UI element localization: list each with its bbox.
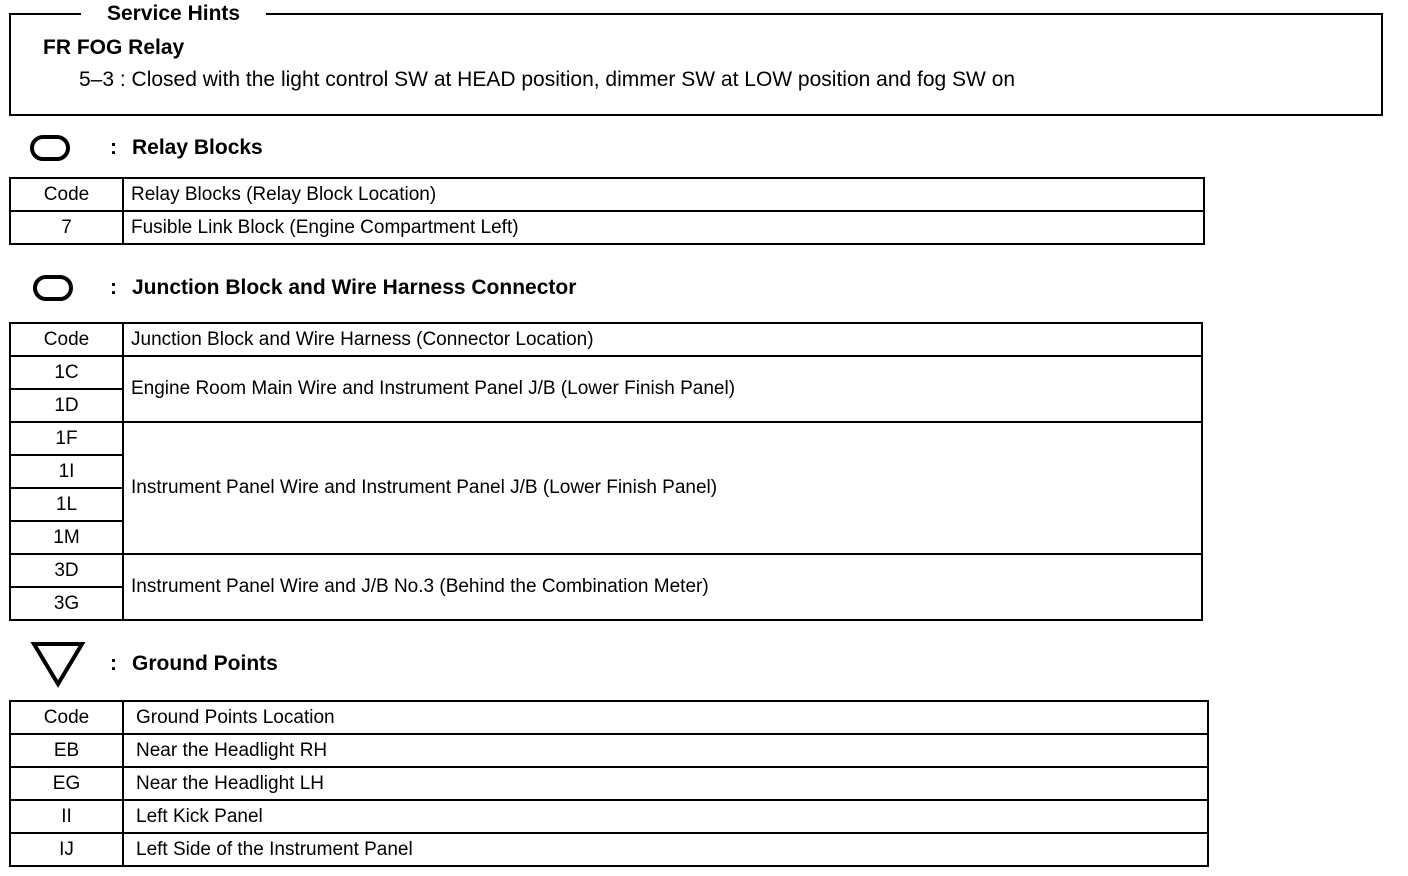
table-header-row (10, 701, 1208, 734)
junction-colon: : (110, 276, 117, 299)
cell-code: 3D (10, 554, 123, 587)
ground-colon: : (110, 652, 117, 675)
relay-blocks-colon: : (110, 136, 117, 159)
table-row (10, 767, 1208, 800)
column-header-code: Code (10, 701, 123, 734)
cell-code: 1F (10, 422, 123, 455)
service-hints-box (9, 2, 1383, 116)
cell-location: Instrument Panel Wire and J/B No.3 (Behind the Combination Meter) (123, 554, 1202, 620)
cell-location: Near the Headlight LH (123, 767, 1208, 800)
table-row (10, 734, 1208, 767)
cell-location: Left Side of the Instrument Panel (123, 833, 1208, 866)
table-row (10, 554, 1202, 587)
cell-code: II (10, 800, 123, 833)
column-header-code: Code (10, 178, 123, 211)
cell-code: 1D (10, 389, 123, 422)
cell-code: 1M (10, 521, 123, 554)
table-row (10, 833, 1208, 866)
cell-location: Fusible Link Block (Engine Compartment Left) (123, 211, 1204, 244)
cell-code: IJ (10, 833, 123, 866)
service-hints-title: Service Hints (81, 3, 266, 25)
column-header-code: Code (10, 323, 123, 356)
cell-code: 7 (10, 211, 123, 244)
relay-blocks-title: Relay Blocks (132, 136, 263, 159)
table-header-row (10, 323, 1202, 356)
relay-blocks-header (30, 128, 263, 168)
cell-location: Left Kick Panel (123, 800, 1208, 833)
rounded-rectangle-icon (33, 275, 73, 301)
cell-code: 3G (10, 587, 123, 620)
cell-code: 1C (10, 356, 123, 389)
column-header-location: Ground Points Location (123, 701, 1208, 734)
junction-title: Junction Block and Wire Harness Connector (132, 276, 577, 299)
ground-title: Ground Points (132, 652, 278, 675)
cell-code: 1L (10, 488, 123, 521)
ground-table (9, 700, 1209, 867)
cell-code: EB (10, 734, 123, 767)
relay-blocks-table (9, 177, 1205, 245)
cell-location: Near the Headlight RH (123, 734, 1208, 767)
column-header-location: Relay Blocks (Relay Block Location) (123, 178, 1204, 211)
table-row (10, 800, 1208, 833)
table-row (10, 422, 1202, 455)
junction-table (9, 322, 1203, 621)
cell-location: Engine Room Main Wire and Instrument Panel J/B (Lower Finish Panel) (123, 356, 1202, 422)
cell-code: 1I (10, 455, 123, 488)
ground-header (30, 644, 278, 684)
cell-location: Instrument Panel Wire and Instrument Panel J/B (Lower Finish Panel) (123, 422, 1202, 554)
column-header-location: Junction Block and Wire Harness (Connector Location) (123, 323, 1202, 356)
rounded-rectangle-icon (30, 135, 70, 161)
cell-code: EG (10, 767, 123, 800)
service-hints-subtitle: FR FOG Relay (43, 36, 185, 59)
junction-header (30, 268, 577, 308)
down-triangle-icon (30, 640, 86, 688)
table-row (10, 356, 1202, 389)
table-row (10, 211, 1204, 244)
service-hints-line: 5–3 : Closed with the light control SW at HEAD position, dimmer SW at LOW position and fog SW on (79, 68, 1016, 91)
table-header-row (10, 178, 1204, 211)
